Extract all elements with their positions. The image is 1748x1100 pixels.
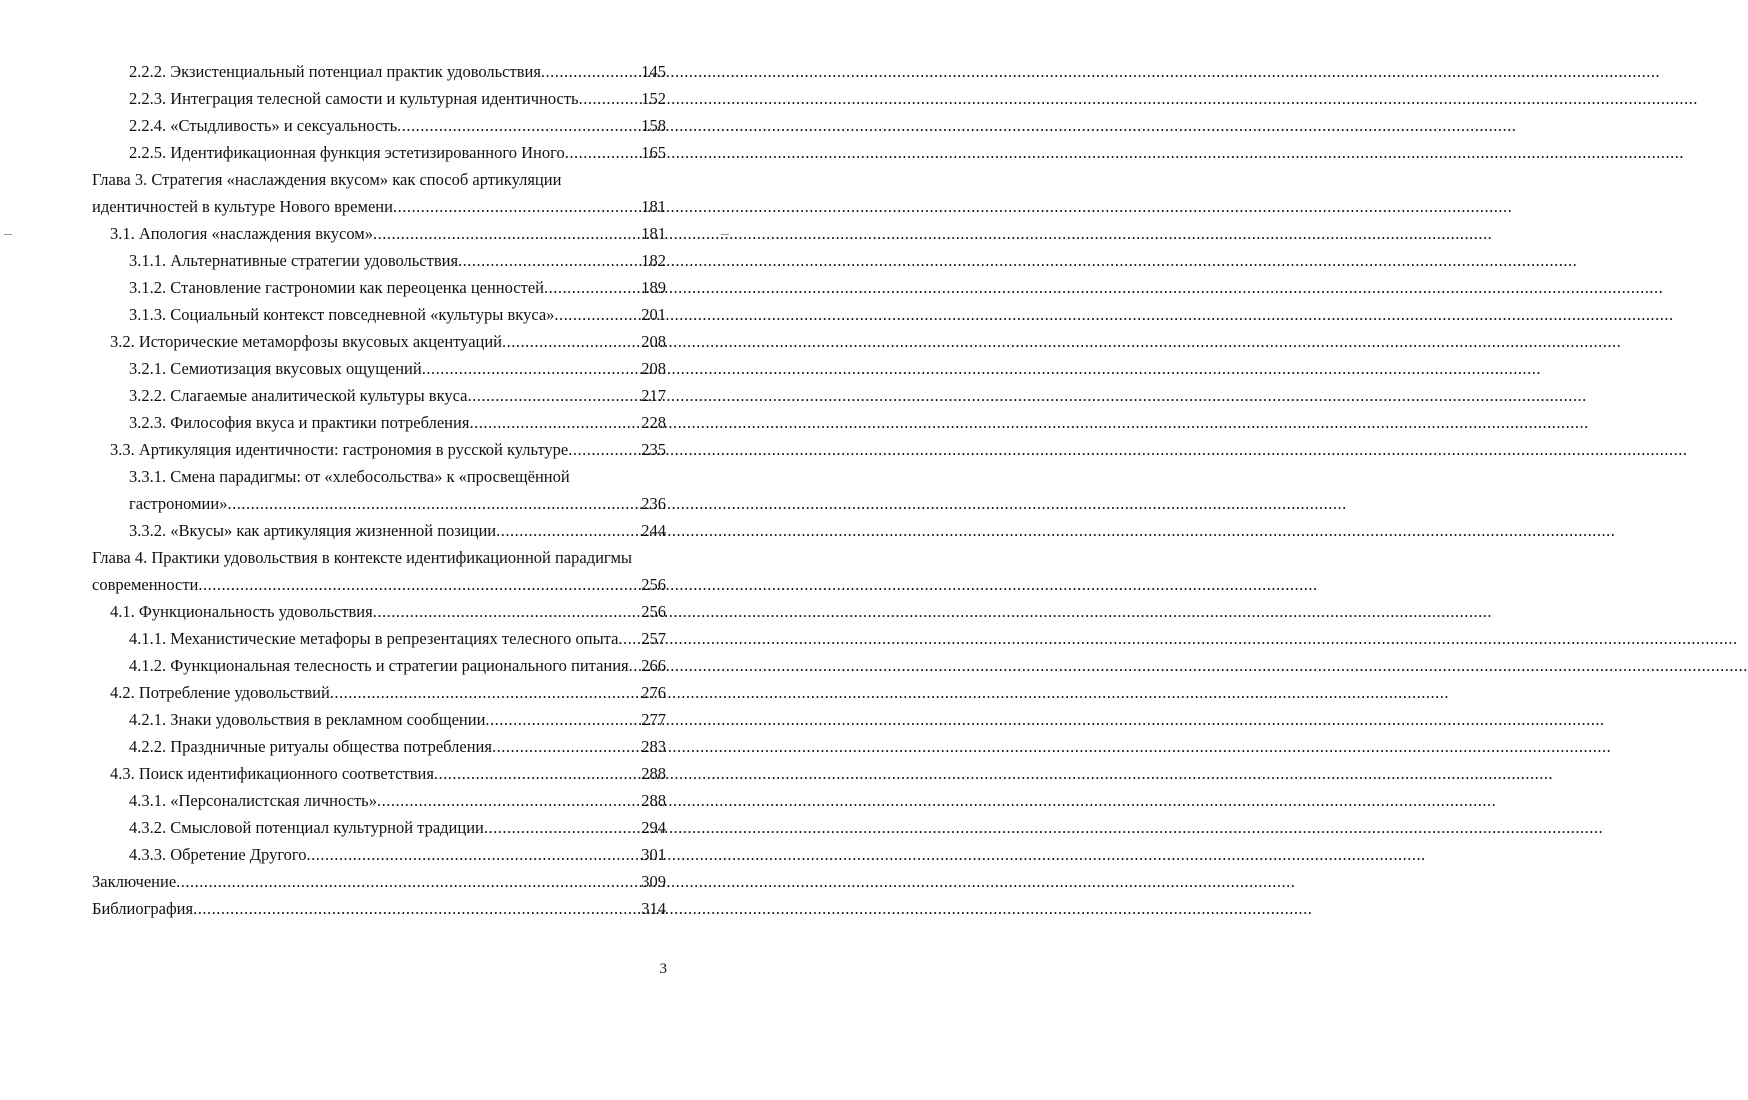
toc-entry: [92, 868, 666, 895]
toc-entry-title: современности: [92, 575, 199, 594]
toc-entry-page: 182: [641, 251, 666, 270]
toc-entry-page: 228: [641, 413, 666, 432]
toc-entry-title: 3.2.1. Семиотизация вкусовых ощущений: [129, 359, 422, 378]
toc-entry: [92, 436, 666, 463]
dot-leader: [618, 625, 641, 652]
dot-leader: [579, 85, 642, 112]
dot-leader: [496, 517, 641, 544]
dot-leader: [467, 382, 641, 409]
toc-entry-title: 4.1.2. Функциональная телесность и стратегии рационального питания: [129, 656, 629, 675]
toc-entry-title: 2.2.2. Экзистенциальный потенциал практик удовольствия: [129, 62, 541, 81]
toc-entry-title: 4.3.3. Обретение Другого: [129, 845, 307, 864]
toc-entry-title: 2.2.4. «Стыдливость» и сексуальность: [129, 116, 398, 135]
toc-entry-page: 257: [641, 629, 666, 648]
dot-leader: [554, 301, 641, 328]
toc-entry: [92, 625, 666, 652]
toc-entry-page: 235: [641, 440, 666, 459]
toc-entry-title: 4.3. Поиск идентификационного соответствия: [110, 764, 434, 783]
dot-leader: [397, 112, 641, 139]
toc-entry-page: 236: [641, 494, 666, 513]
toc-entry-page: 217: [641, 386, 666, 405]
dot-leader: [198, 571, 641, 598]
toc-entry: [92, 382, 666, 409]
toc-entry-title: 3.3.1. Смена парадигмы: от «хлебосольства» к «просвещённой: [129, 467, 570, 486]
toc-entry: [92, 409, 666, 436]
dot-leader: [193, 895, 641, 922]
toc-entry: [92, 571, 666, 598]
toc-entry-title: 4.1. Функциональность удовольствия: [110, 602, 373, 621]
dot-leader: [307, 841, 642, 868]
toc-entry-page: 288: [641, 791, 666, 810]
table-of-contents: [92, 58, 666, 922]
dot-leader: [469, 409, 641, 436]
toc-entry: [92, 193, 666, 220]
toc-entry-page: 283: [641, 737, 666, 756]
toc-entry: [92, 328, 666, 355]
toc-entry: [92, 652, 666, 679]
toc-entry: [92, 301, 666, 328]
dot-leader: [541, 58, 641, 85]
toc-entry: [92, 463, 666, 490]
toc-entry: [92, 787, 666, 814]
toc-entry: [92, 679, 666, 706]
toc-entry-title: гастрономии»: [129, 494, 228, 513]
toc-entry: [92, 706, 666, 733]
left-margin-mark: [4, 234, 12, 235]
toc-entry-title: 3.1.1. Альтернативные стратегии удовольствия: [129, 251, 459, 270]
toc-entry-title: 4.2.1. Знаки удовольствия в рекламном сообщении: [129, 710, 486, 729]
toc-entry-title: 3.3. Артикуляция идентичности: гастрономия в русской культуре: [110, 440, 569, 459]
toc-entry-page: 288: [641, 764, 666, 783]
toc-entry-title: 2.2.5. Идентификационная функция эстетизированного Иного: [129, 143, 565, 162]
dot-leader: [393, 193, 641, 220]
toc-entry-page: 201: [641, 305, 666, 324]
toc-entry: [92, 274, 666, 301]
toc-entry-page: 314: [641, 899, 666, 918]
toc-entry-title: 4.1.1. Механистические метафоры в репрезентациях телесного опыта: [129, 629, 619, 648]
toc-entry-title: 4.3.2. Смысловой потенциал культурной традиции: [129, 818, 484, 837]
toc-entry-page: 301: [641, 845, 666, 864]
toc-entry-title: идентичностей в культуре Нового времени: [92, 197, 393, 216]
dot-leader: [565, 139, 642, 166]
toc-entry-page: 277: [641, 710, 666, 729]
toc-entry-page: 181: [641, 224, 666, 243]
toc-entry: [92, 760, 666, 787]
toc-entry-page: 145: [641, 62, 666, 81]
toc-entry-page: 256: [641, 602, 666, 621]
toc-entry-title: Библиография: [92, 899, 194, 918]
toc-entry: [92, 58, 666, 85]
dot-leader: [485, 706, 641, 733]
dot-leader: [502, 328, 641, 355]
toc-entry-page: 158: [641, 116, 666, 135]
toc-entry-title: 3.1. Апология «наслаждения вкусом»: [110, 224, 374, 243]
toc-entry-page: 181: [641, 197, 666, 216]
page-number: 3: [659, 961, 667, 977]
toc-entry-page: 152: [641, 89, 666, 108]
toc-entry-title: Глава 4. Практики удовольствия в контексте идентификационной парадигмы: [92, 548, 633, 567]
toc-entry-title: 3.2. Исторические метаморфозы вкусовых акцентуаций: [110, 332, 503, 351]
toc-entry-page: 208: [641, 332, 666, 351]
toc-entry-page: 276: [641, 683, 666, 702]
toc-entry-page: 309: [641, 872, 666, 891]
toc-entry-title: 3.2.3. Философия вкуса и практики потребления: [129, 413, 470, 432]
dot-leader: [330, 679, 641, 706]
dot-leader: [544, 274, 641, 301]
dot-leader: [629, 652, 642, 679]
toc-entry: [92, 247, 666, 274]
toc-entry: [92, 139, 666, 166]
toc-entry-title: 4.2. Потребление удовольствий: [110, 683, 330, 702]
dot-leader: [377, 787, 641, 814]
toc-entry: [92, 733, 666, 760]
dot-leader: [458, 247, 641, 274]
toc-entry-title: 3.1.3. Социальный контекст повседневной «культуры вкуса»: [129, 305, 555, 324]
toc-entry: [92, 85, 666, 112]
dot-leader: [492, 733, 641, 760]
dot-leader: [434, 760, 641, 787]
toc-entry: [92, 544, 666, 571]
toc-entry: [92, 598, 666, 625]
toc-entry-title: 2.2.3. Интеграция телесной самости и культурная идентичность: [129, 89, 579, 108]
toc-entry: [92, 112, 666, 139]
dot-leader: [484, 814, 641, 841]
toc-entry-title: 4.3.1. «Персоналистская личность»: [129, 791, 377, 810]
toc-entry: [92, 841, 666, 868]
toc-entry: [92, 220, 666, 247]
toc-entry: [92, 517, 666, 544]
toc-entry-page: 256: [641, 575, 666, 594]
toc-entry-page: 165: [641, 143, 666, 162]
dot-leader: [373, 220, 641, 247]
toc-entry: [92, 166, 666, 193]
dot-leader: [176, 868, 641, 895]
toc-entry: [92, 490, 666, 517]
toc-entry-title: Заключение: [92, 872, 177, 891]
toc-entry-page: 244: [641, 521, 666, 540]
toc-entry: [92, 814, 666, 841]
toc-entry-page: 294: [641, 818, 666, 837]
toc-entry-title: 3.2.2. Слагаемые аналитической культуры вкуса: [129, 386, 468, 405]
dot-leader: [227, 490, 641, 517]
toc-entry-title: 3.3.2. «Вкусы» как артикуляция жизненной позиции: [129, 521, 497, 540]
toc-entry-page: 189: [641, 278, 666, 297]
dot-leader: [373, 598, 642, 625]
toc-entry-title: Глава 3. Стратегия «наслаждения вкусом» как способ артикуляции: [92, 170, 562, 189]
dot-leader: [568, 436, 641, 463]
toc-entry-title: 3.1.2. Становление гастрономии как переоценка ценностей: [129, 278, 544, 297]
toc-entry-title: 4.2.2. Праздничные ритуалы общества потребления: [129, 737, 492, 756]
toc-entry: [92, 355, 666, 382]
toc-entry-page: 208: [641, 359, 666, 378]
dot-leader: [422, 355, 642, 382]
toc-entry: [92, 895, 666, 922]
toc-entry-page: 266: [641, 656, 666, 675]
